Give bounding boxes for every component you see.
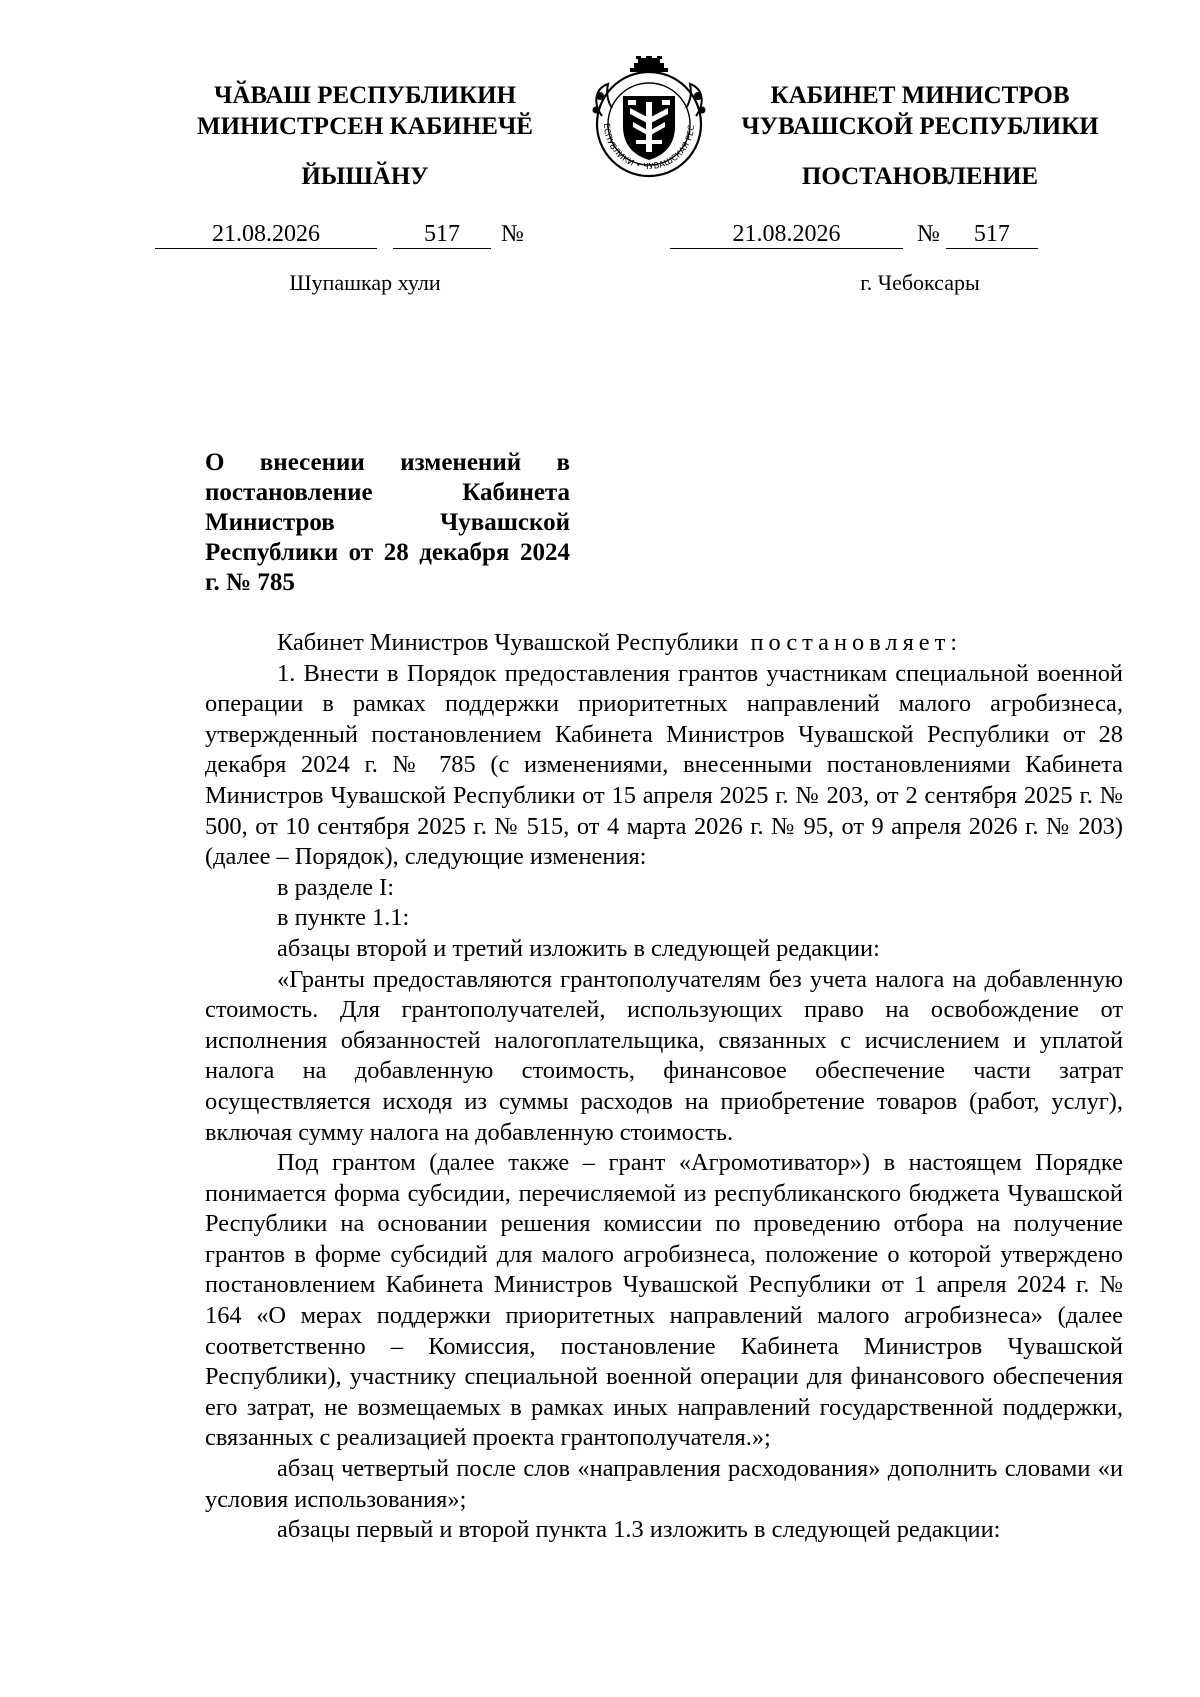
registration-number-sign-right: №: [917, 221, 940, 247]
registration-left: [155, 220, 595, 249]
header-left-line1: ЧӐВАШ РЕСПУБЛИКИН: [213, 82, 517, 109]
registration-date-left: 21.08.2026: [155, 220, 377, 249]
preamble-text: Кабинет Министров Чувашской Республики: [277, 629, 739, 656]
body-paragraph-1: 1. Внести в Порядок предоставления грантов участникам специальной военной операции в рамках поддержки приоритетных направлений малого агробизнеса, утвержденный постановлением Кабинета Министров Чувашской Республики от 28 декабря 2024 г. № 785 (с изменениями, внесенными постановлениями Кабинета Министров Чувашской Республики от 15 апреля 2025 г. № 203, от 2 сентября 2025 г. № 500, от 10 сентября 2025 г. № 515, от 4 марта 2026 г. № 95, от 9 апреля 2026 г. № 203) (далее – Порядок), следующие изменения:: [205, 659, 1123, 871]
body-paragraph-3: в пункте 1.1:: [277, 904, 410, 932]
body-paragraph-6: Под грантом (далее также – грант «Агромотиватор») в настоящем Порядке понимается форма субсидии, перечисляемой из республиканского бюджета Чувашской Республики на основании решения комиссии по проведению отбора на получение грантов в форме субсидий для малого агробизнеса, положение о которой утверждено постановлением Кабинета Министров Чувашской Республики от 1 апреля 2024 г. № 164 «О мерах поддержки приоритетных направлений малого агробизнеса» (далее соответственно – Комиссия, постановление Кабинета Министров Чувашской Республики), участнику специальной военной операции для финансового обеспечения его затрат, не возмещаемых в рамках иных направлений государственной поддержки, связанных с реализацией проекта грантополучателя.»;: [205, 1149, 1123, 1452]
header-left-doc-type: ЙЫШӐНУ: [301, 163, 429, 190]
preamble: [205, 628, 1123, 659]
header-left-line2: МИНИСТРСЕН КАБИНЕЧӖ: [197, 113, 533, 140]
body-paragraph-7: абзац четвертый после слов «направления расходования» дополнить словами «и условия использования»;: [205, 1455, 1123, 1513]
registration-date-right: 21.08.2026: [670, 220, 903, 249]
body-paragraph-4: абзацы второй и третий изложить в следующей редакции:: [277, 934, 880, 962]
header-left-org: [140, 80, 590, 142]
document-title: О внесении изменений в постановление Кабинета Министров Чувашской Республики от 28 декабря 2024 г. № 785: [205, 449, 570, 596]
registration-number-sign-left: №: [501, 221, 524, 247]
emblem-ribbon-text: ЕСПУБЛИКИ • ЧУВАШСКАЯ РЕС: [601, 122, 697, 172]
body-paragraph-8: абзацы первый и второй пункта 1.3 изложить в следующей редакции:: [277, 1516, 1001, 1544]
chuvash-emblem-icon: [578, 56, 720, 184]
header-right-doc-type: ПОСТАНОВЛЕНИЕ: [801, 163, 1039, 190]
header-right-line2: ЧУВАШСКОЙ РЕСПУБЛИКИ: [741, 113, 1099, 140]
header-right-org: [700, 80, 1140, 142]
city-right: г. Чебоксары: [860, 270, 980, 295]
preamble-verb: постановляет:: [750, 629, 963, 656]
body-paragraph-2: в разделе I:: [277, 873, 395, 901]
body-paragraph-5: «Гранты предоставляются грантополучателям без учета налога на добавленную стоимость. Для грантополучателей, использующих право на освобождение от исполнения обязанностей налогоплательщика, связанных с исчислением и уплатой налога на добавленную стоимость, финансовое обеспечение части затрат осуществляется исходя из суммы расходов на приобретение товаров (работ, услуг), включая сумму налога на добавленную стоимость.: [205, 965, 1123, 1146]
registration-number-left: 517: [393, 220, 491, 249]
registration-right: [670, 220, 1140, 249]
city-left: Шупашкар хули: [289, 270, 441, 295]
registration-number-right: 517: [946, 220, 1038, 249]
header-right-line1: КАБИНЕТ МИНИСТРОВ: [770, 82, 1070, 109]
document-body: [205, 628, 1123, 1546]
